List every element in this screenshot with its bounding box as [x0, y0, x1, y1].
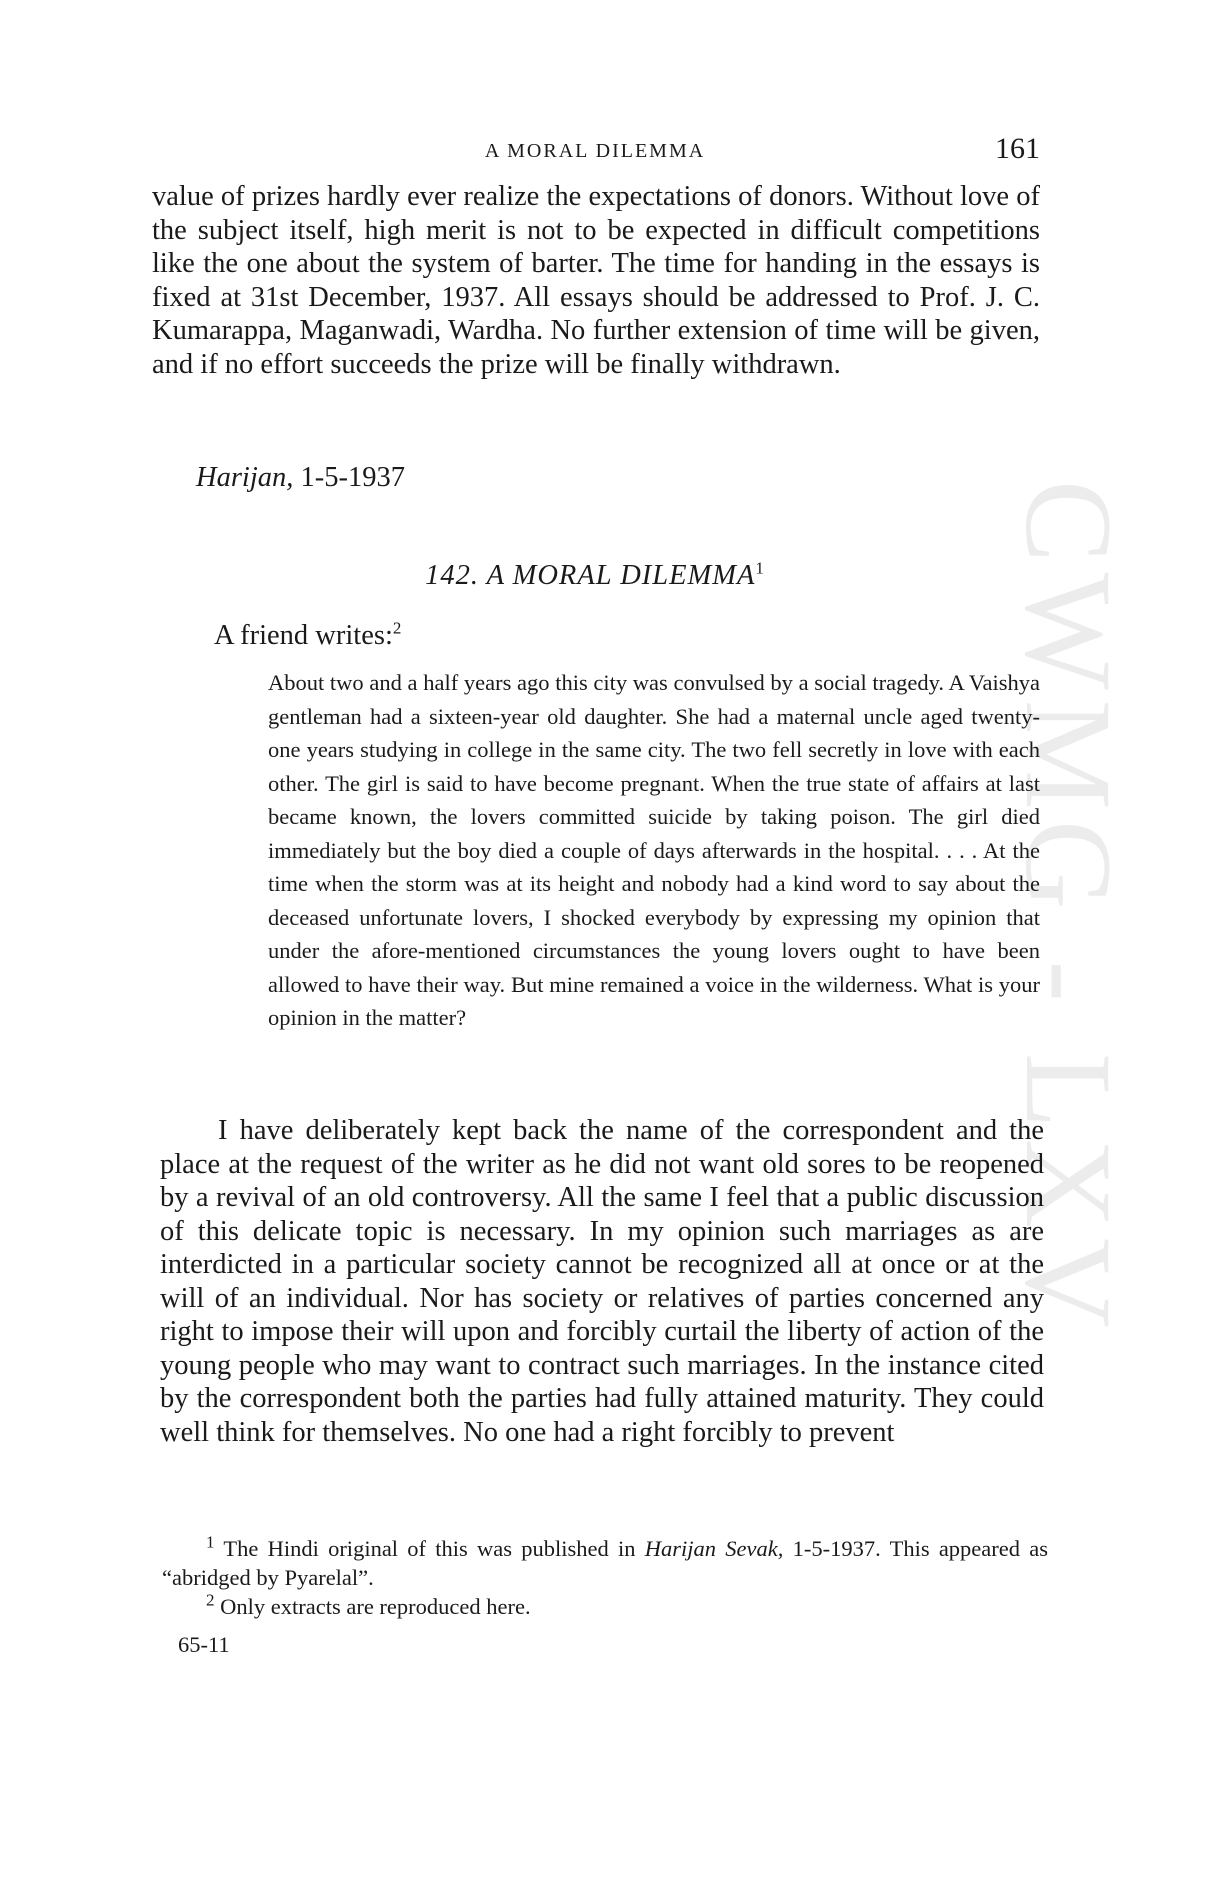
- quoted-letter: About two and a half years ago this city was convulsed by a social tragedy. A Vaishya gentleman had a sixteen-year old daughter. She had a maternal uncle aged twenty-one years studying in college in the same city. The two fell secretly in love with each other. The girl is said to have become pregnant. When the true state of affairs at last became known, the lovers committed suicide by taking poison. The girl died immediately but the boy died a couple of days afterwards in the hospital. . . . At the time when the storm was at its height and nobody had a kind word to say about the deceased unfortunate lovers, I shocked everybody by expressing my opinion that under the afore-mentioned circumstances the young lovers ought to have been allowed to have their way. But mine remained a voice in the wilderness. What is your opinion in the matter?: [268, 670, 1040, 1030]
- article-heading: [150, 560, 1040, 592]
- footnote-2-text: Only extracts are reproduced here.: [220, 1594, 531, 1619]
- footnote-1-marker: 1: [206, 1532, 215, 1552]
- sheet-code: 65-11: [178, 1632, 230, 1657]
- footnote-1-text-before: The Hindi original of this was published in: [223, 1536, 636, 1561]
- footnote-1: [162, 1534, 1048, 1592]
- watermark-text: CWMG - LXV: [1000, 480, 1137, 1338]
- source-citation: [196, 462, 405, 494]
- footnote-1-text-after: 1-5-1937. This appeared as “abridged by Pyarelal”.: [162, 1536, 1049, 1590]
- source-publication: Harijan,: [196, 462, 294, 493]
- footnote-1-publication: Harijan Sevak,: [644, 1536, 784, 1561]
- intro-line: [214, 620, 401, 652]
- page-number: 161: [995, 132, 1040, 165]
- source-date: 1-5-1937: [300, 462, 405, 493]
- article-title: A MORAL DILEMMA: [486, 560, 756, 591]
- reply-paragraph: I have deliberately kept back the name of the correspondent and the place at the request of the writer as he did not want old sores to be reopened by a revival of an old controversy. All the same I feel that a public discussion of this delicate topic is necessary. In my opinion such marriages as are interdicted in a particular society cannot be recognized all at once or at the will of an individual. Nor has society or relatives of parties concerned any right to impose their will upon and forcibly curtail the liberty of action of the young people who may want to contract such marriages. In the instance cited by the correspondent both the parties had fully attained maturity. They could well think for themselves. No one had a right forcibly to prevent: [160, 1115, 1044, 1448]
- article-number: 142.: [425, 560, 479, 591]
- intro-text: A friend writes:: [214, 620, 393, 651]
- footnote-2-marker: 2: [206, 1590, 215, 1610]
- footnotes: [162, 1534, 1048, 1621]
- running-header: [150, 132, 1040, 172]
- continuation-paragraph: value of prizes hardly ever realize the expectations of donors. Without love of the subject itself, high merit is not to be expected in difficult competitions like the one about the system of barter. The time for handing in the essays is fixed at 31st December, 1937. All essays should be addressed to Prof. J. C. Kumarappa, Maganwadi, Wardha. No further extension of time will be given, and if no effort succeeds the prize will be finally withdrawn.: [152, 181, 1040, 380]
- title-footnote-marker: 1: [755, 558, 765, 578]
- running-title: A MORAL DILEMMA: [484, 140, 706, 162]
- footnote-2: [162, 1592, 1048, 1621]
- intro-footnote-marker: 2: [392, 618, 402, 638]
